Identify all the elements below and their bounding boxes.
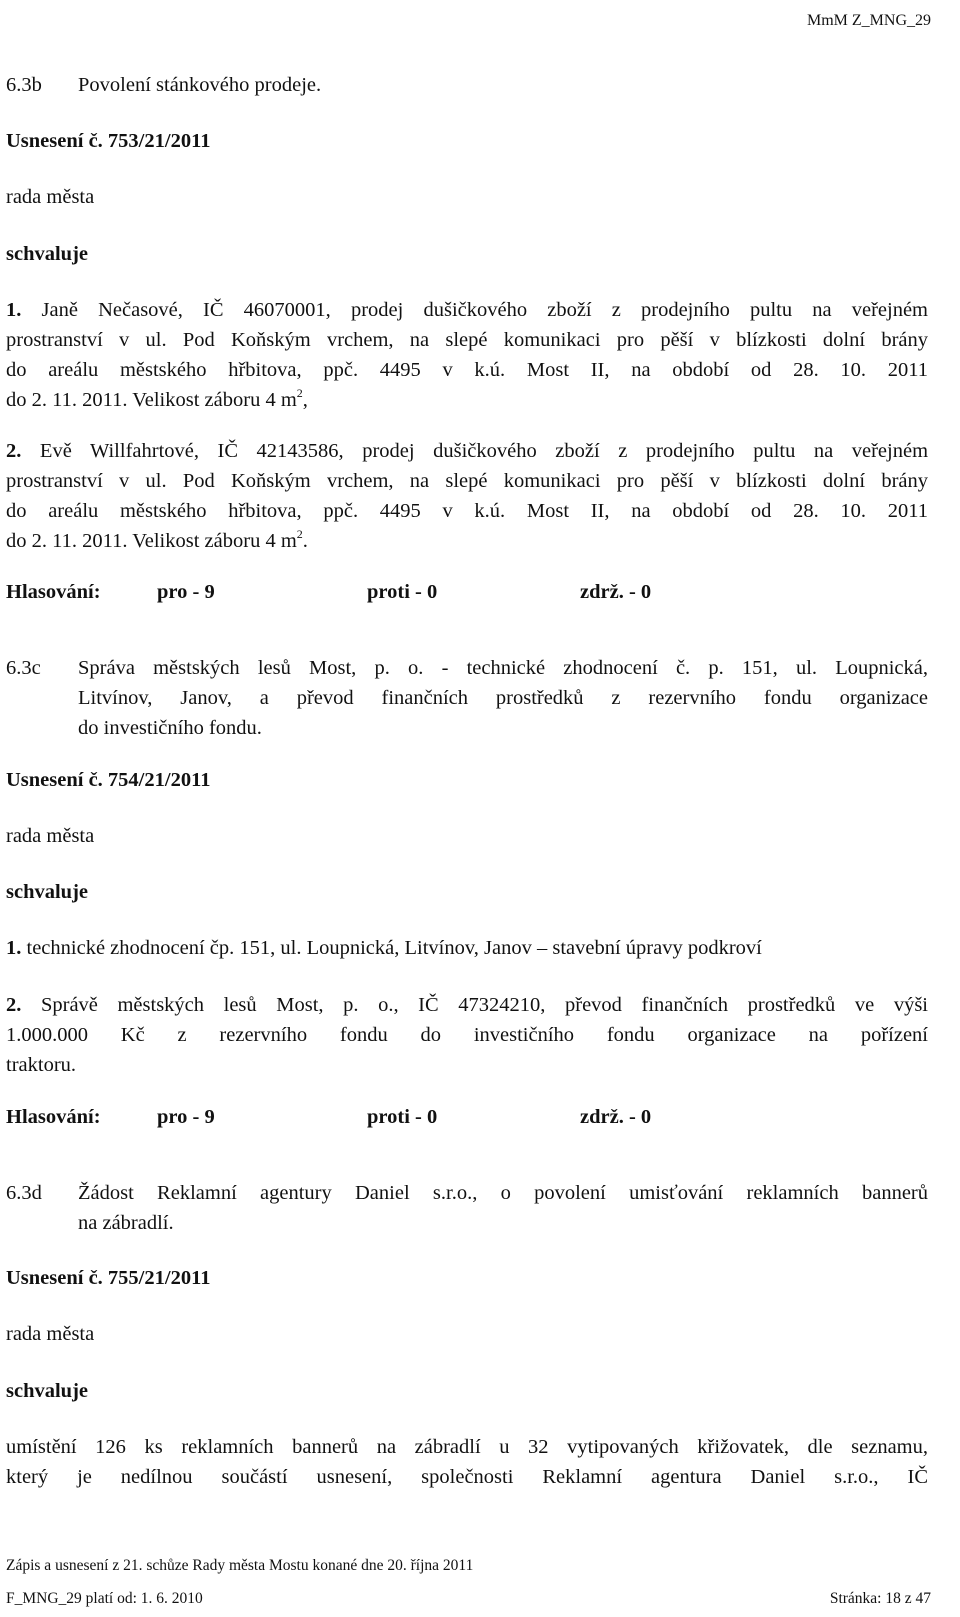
section-number: 6.3d [6, 1182, 42, 1204]
point-label: 2. [6, 994, 22, 1016]
council-label: rada města [6, 1323, 95, 1345]
vote-result [0, 577, 960, 607]
section-title: Povolení stánkového prodeje. [78, 74, 322, 96]
section-number: 6.3b [6, 74, 42, 96]
council-label: rada města [6, 186, 95, 208]
section-title: Správa městských lesů Most, p. o. - technické zhodnocení č. p. 151, ul. Loupnická, Litvínov, Janov, a převod finančních prostředků z rezervního fondu organizace do investičního fondu. [78, 657, 928, 739]
approves-label: schvaluje [6, 881, 88, 903]
section-title: Žádost Reklamní agentury Daniel s.r.o., o povolení umisťování reklamních bannerů na zábradlí. [78, 1182, 928, 1234]
document-code: MmM Z_MNG_29 [806, 12, 931, 29]
point-label: 2. [6, 440, 22, 462]
section-number: 6.3c [6, 657, 41, 679]
vote-against: proti - 0 [367, 1106, 438, 1128]
resolution-body: umístění 126 ks reklamních bannerů na zábradlí u 32 vytipovaných křižovatek, dle seznamu, který je nedílnou součástí usnesení, společnosti Reklamní agentura Daniel s.r.o., IČ [6, 1436, 928, 1488]
resolution-number: Usnesení č. 754/21/2011 [6, 769, 211, 791]
vote-result [0, 1102, 960, 1132]
resolution-number: Usnesení č. 755/21/2011 [6, 1267, 211, 1289]
resolution-number: Usnesení č. 753/21/2011 [6, 130, 211, 152]
vote-label: Hlasování: [6, 581, 101, 603]
vote-against: proti - 0 [367, 581, 438, 603]
vote-for: pro - 9 [157, 581, 215, 603]
footer-page-number: Stránka: 18 z 47 [829, 1590, 931, 1607]
approves-label: schvaluje [6, 243, 88, 265]
council-label: rada města [6, 825, 95, 847]
resolution-point-2: 2. Evě Willfahrtové, IČ 42143586, prodej dušičkového zboží z prodejního pultu na veřejném prostranství v ul. Pod Koňským vrchem, na slepé komunikaci pro pěší v blízkosti dolní brány do areálu městského hřbitova, ppč. 4495 v k.ú. Most II, na období od 28. 10. 2011 do 2. 11. 2011. Velikost záboru 4 $m^2$. [6, 440, 929, 552]
footer-form-code: F_MNG_29 platí od: 1. 6. 2010 [6, 1590, 203, 1607]
point-label: 1. [6, 937, 22, 959]
resolution-point-1: 1. Janě Nečasové, IČ 46070001, prodej dušičkového zboží z prodejního pultu na veřejném prostranství v ul. Pod Koňským vrchem, na slepé komunikaci pro pěší v blízkosti dolní brány do areálu městského hřbitova, ppč. 4495 v k.ú. Most II, na období od 28. 10. 2011 do 2. 11. 2011. Velikost záboru 4 $m^2$, [6, 299, 929, 411]
vote-abstain: zdrž. - 0 [580, 1106, 652, 1128]
vote-for: pro - 9 [157, 1106, 215, 1128]
footer-minutes-title: Zápis a usnesení z 21. schůze Rady města Mostu konané dne 20. října 2011 [6, 1557, 474, 1574]
vote-label: Hlasování: [6, 1106, 101, 1128]
point-label: 1. [6, 299, 22, 321]
approves-label: schvaluje [6, 1380, 88, 1402]
resolution-point-2: 2. Správě městských lesů Most, p. o., IČ 47324210, převod finančních prostředků ve výši 1.000.000 Kč z rezervního fondu do investičního fondu organizace na pořízení traktoru. [6, 994, 928, 1076]
resolution-point-1: 1. technické zhodnocení čp. 151, ul. Loupnická, Litvínov, Janov – stavební úpravy podkroví [6, 937, 762, 959]
vote-abstain: zdrž. - 0 [580, 581, 652, 603]
